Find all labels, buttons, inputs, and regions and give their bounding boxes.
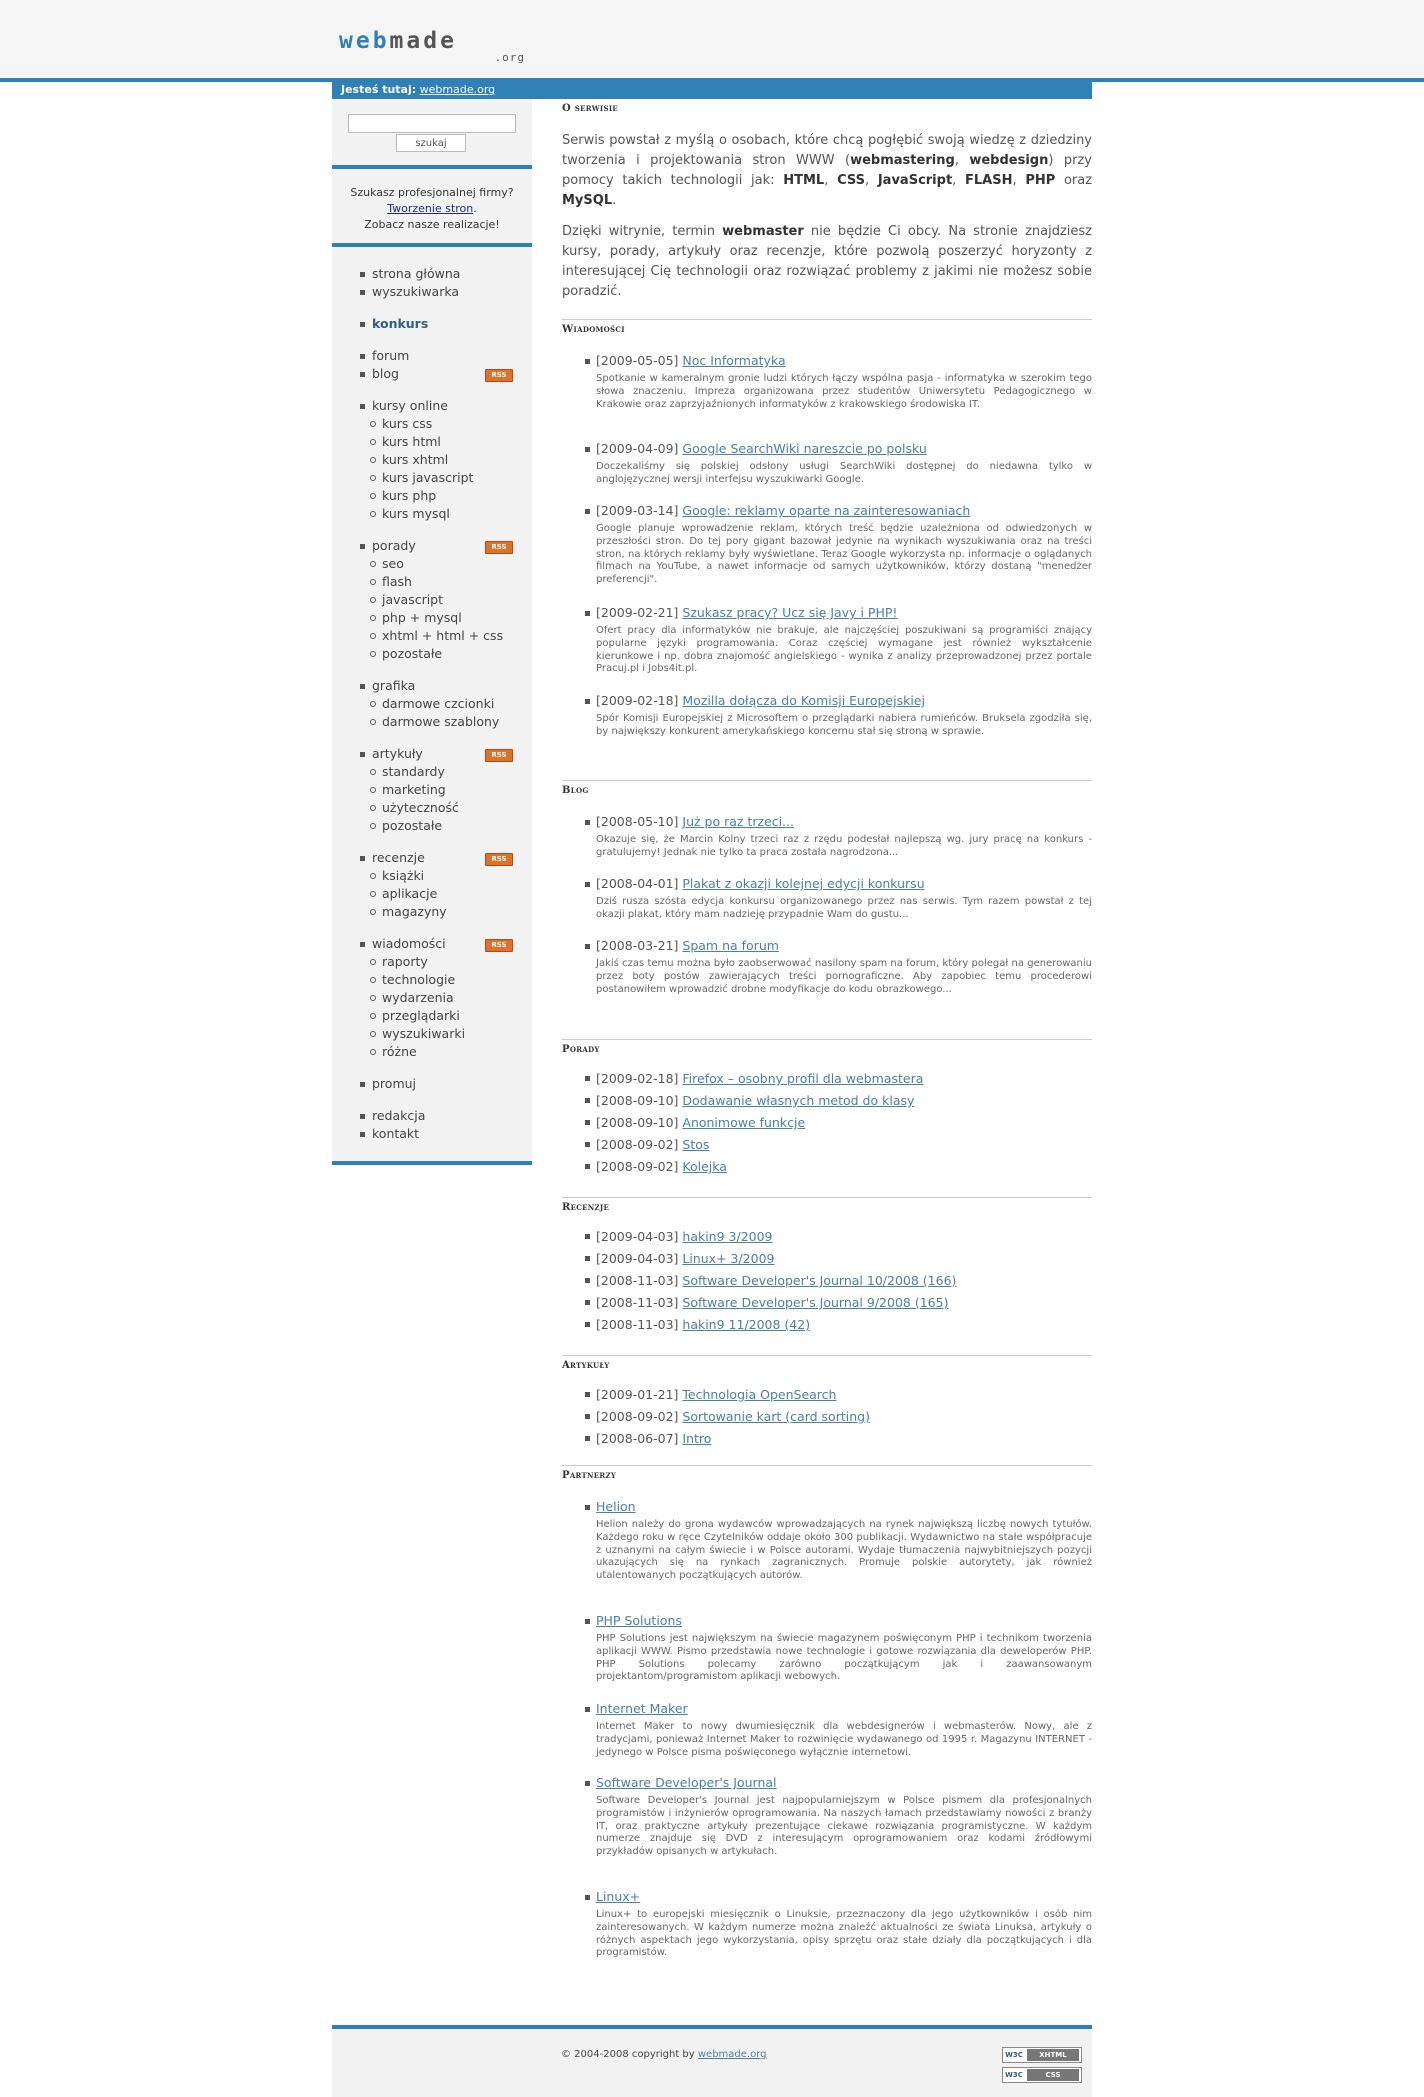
sidebar-item[interactable] [332,1075,532,1093]
item-date: [2009-02-21] [596,605,679,620]
sidebar-item-label: redakcja [372,1108,426,1123]
reviews-item [596,1270,1092,1292]
sidebar-item[interactable] [332,397,532,415]
partners-item [596,1613,1092,1684]
articles-item [596,1406,1092,1428]
nav-group [332,347,532,383]
promo-box: Szukasz profesjonalnej firmy? Tworzenie stron. Zobacz nasze realizacje! [332,185,532,233]
about-paragraph-2 [562,222,1092,302]
site-logo[interactable] [339,28,529,64]
tips-list [596,1068,1092,1178]
reviews-section [562,1202,1092,1213]
copyright [561,2049,767,2060]
badge-left: W3C [1003,2048,1025,2062]
list-item-heading [596,1889,1092,1905]
sidebar-item[interactable] [332,1125,532,1143]
news-item [596,693,1092,739]
reviews-list [596,1226,1092,1336]
text: ) przy pomocy takich technologii jak: [562,153,1092,188]
logo-text-org: .org [494,51,525,64]
footer [332,2025,1092,2097]
item-link[interactable]: Linux+ [596,1889,641,1904]
item-date: [2008-09-10] [596,1115,679,1130]
keyword: FLASH [965,173,1013,188]
tips-item [596,1112,1092,1134]
section-title-reviews: Recenzje [562,1202,610,1213]
item-date: [2008-09-02] [596,1159,679,1174]
news-item [596,441,1092,487]
blog-item [596,938,1092,996]
sidebar-item[interactable] [332,315,532,333]
item-link[interactable]: Kolejka [682,1159,727,1174]
sidebar-subitem[interactable]: marketing [332,781,532,799]
item-date: [2009-03-14] [596,503,679,518]
breadcrumb [332,80,1092,99]
sidebar-subitem[interactable]: xhtml + html + css [332,627,532,645]
item-link[interactable]: hakin9 3/2009 [682,1229,773,1244]
copyright-link[interactable]: webmade.org [697,2049,767,2060]
sidebar-item-label: porady [372,538,416,553]
list-item-heading [596,353,1092,369]
reviews-item [596,1314,1092,1336]
copyright-text: © 2004-2008 copyright by [561,2049,698,2060]
item-link[interactable]: Firefox – osobny profil dla webmastera [682,1071,924,1086]
item-date: [2008-09-02] [596,1409,679,1424]
logo-text-made: made [389,28,457,54]
item-link[interactable]: Anonimowe funkcje [682,1115,806,1130]
sidebar-subitem[interactable]: aplikacje [332,885,532,903]
tips-section [562,1044,1092,1055]
list-item-heading [596,1613,1092,1629]
search-input[interactable] [348,114,516,133]
sidebar [332,99,532,1165]
item-link[interactable]: Google SearchWiki nareszcie po polsku [682,441,927,456]
nav-group [332,315,532,333]
keyword: webmastering [850,153,955,168]
keyword: CSS [837,173,865,188]
sidebar-subitem[interactable]: flash [332,573,532,591]
reviews-item [596,1226,1092,1248]
sidebar-subitem[interactable]: różne [332,1043,532,1061]
sidebar-item-label: grafika [372,678,416,693]
list-item-heading [596,1775,1092,1791]
blog-section [562,785,1092,796]
sidebar-item-label: konkurs [372,316,429,331]
item-description: Spotkanie w kameralnym gronie ludzi których łączy wspólna pasja - informatyka w szerokim tego słowa znaczeniu. Impreza organizowana przez studentów Uniwersytetu Pedagogicznego w Krakowie oraz zaprzyjaźnionych informatyków z krakowskiego środowiska IT. [596,373,1092,410]
section-divider [562,780,1092,781]
item-description: Google planuje wprowadzenie reklam, których treść będzie uzależniona od odwiedzonych w przeszłości stron. Do tej pory gigant bazował jedynie na wynikach wyszukiwania oraz na treści stron, na których reklamy były wyświetlane. Teraz Google wykorzysta np. informacje o oglądanych filmach na YouTube, a nawet informacje od samych użytkowników, którzy dostaną "menedżer preferencji". [596,523,1092,586]
sidebar-subitem[interactable]: standardy [332,763,532,781]
item-date: [2009-02-18] [596,1071,679,1086]
sidebar-subitem[interactable]: kurs mysql [332,505,532,523]
item-description: Okazuje się, że Marcin Kolny trzeci raz z rzędu podesłał najlepszą wg. jury pracę na konkurs - gratulujemy! Jednak nie tylko ta praca została nagrodzona... [596,834,1092,858]
badge-left: W3C [1003,2068,1025,2082]
item-date: [2009-05-05] [596,353,679,368]
sidebar-subitem[interactable]: kurs css [332,415,532,433]
sidebar-item-label: wyszukiwarka [372,284,460,299]
item-date: [2008-11-03] [596,1273,679,1288]
nav-group [332,677,532,731]
tips-item [596,1090,1092,1112]
item-date: [2008-05-10] [596,814,679,829]
sidebar-subitem[interactable]: wyszukiwarki [332,1025,532,1043]
about-text [562,131,1092,302]
badge-right: CSS [1027,2069,1079,2081]
sidebar-item[interactable] [332,745,532,763]
section-divider [562,1039,1092,1040]
section-divider [562,1197,1092,1198]
sidebar-subitem[interactable]: przeglądarki [332,1007,532,1025]
sidebar-divider [332,243,532,247]
sidebar-subitem[interactable]: książki [332,867,532,885]
sidebar-item-label: strona główna [372,266,461,281]
list-item-heading [596,876,1092,892]
item-description: Ofert pracy dla informatyków nie brakuje, ale najczęściej poszukiwani są programiści znający popularne języki programowania. Coraz częściej wymagane jest również wykształcenie kierunkowe i np. dobra znajomość angielskiego - wynika z analizy przeprowadzonej przez portale Pracuj.pl i Jobs4it.pl. [596,625,1092,675]
sidebar-nav [332,265,532,1157]
item-date: [2008-09-02] [596,1137,679,1152]
sidebar-item-label: wiadomości [372,936,446,951]
sidebar-subitem[interactable]: kurs php [332,487,532,505]
articles-item [596,1428,1092,1450]
tips-item [596,1156,1092,1178]
item-link[interactable]: Helion [596,1499,636,1514]
list-item-heading [596,1701,1092,1717]
sidebar-subitem[interactable]: wydarzenia [332,989,532,1007]
about-paragraph-1: Serwis powstał z myślą o osobach, które chcą pogłębić swoją wiedzę z dziedziny tworzenia i projektowania stron WWW (webmastering, webdesign) przy pomocy takich technologii jak: HTML, CSS, JavaScript, FLASH, PHP oraz MySQL. [562,133,1093,208]
sidebar-subitem[interactable]: seo [332,555,532,573]
text: Dzięki witrynie, termin [562,224,723,239]
item-description: Software Developer's Journal jest najpopularniejszym w Polsce pismem dla profesjonalnych programistów i inżynierów oprogramowania. Na naszych łamach przedstawiamy nowości z branży IT, oraz praktyczne artykuły prezentujące ciekawe rozwiązania programistyczne. W każdym numerze znajduje się DVD z interesującym oprogramowaniem oraz kodami źródłowymi przykładów opisanych w artykułach. [596,1795,1092,1858]
tips-item [596,1068,1092,1090]
sidebar-divider [332,1161,532,1165]
rss-icon[interactable]: RSS [485,369,513,382]
list-item-heading [596,605,1092,621]
keyword: PHP [1025,173,1056,188]
list-item-heading [596,814,1092,830]
nav-group [332,745,532,835]
nav-group [332,849,532,921]
partners-item [596,1889,1092,1960]
section-title-tips: Porady [562,1044,600,1055]
item-link[interactable]: Technologia OpenSearch [682,1387,837,1402]
partners-section [562,1470,1092,1481]
articles-item [596,1384,1092,1406]
reviews-item [596,1248,1092,1270]
list-item-heading [596,503,1092,519]
item-date: [2008-09-10] [596,1093,679,1108]
list-item-heading [596,441,1092,457]
sidebar-subitem[interactable]: kurs html [332,433,532,451]
w3c-css-badge[interactable] [1002,2067,1082,2083]
item-description: Jakiś czas temu można było zaobserwować nasilony spam na forum, który polegał na generowaniu przez boty postów zawierających treści pornograficzne. Aby zapobiec temu procederowi postanowiłem wprowadzić drobne modyfikacje do kodu obrazkowego... [596,958,1092,995]
item-date: [2008-06-07] [596,1431,679,1446]
item-date: [2009-02-18] [596,693,679,708]
item-date: [2008-03-21] [596,938,679,953]
text: Serwis powstał z myślą o osobach, które chcą pogłębić swoją wiedzę z dziedziny tworzenia i projektowania stron WWW ( [562,133,1092,168]
promo-text: Szukasz profesjonalnej firmy? [350,186,514,199]
about-section [562,103,1092,114]
sidebar-subitem[interactable]: kurs javascript [332,469,532,487]
item-link[interactable]: Google: reklamy oparte na zainteresowaniach [682,503,971,518]
articles-section [562,1360,1092,1371]
section-divider [562,1355,1092,1356]
item-description: Helion należy do grona wydawców wprowadzających na rynek największą liczbę nowych tytułów. Każdego roku w ręce Czytelników oddaje około 300 publikacji. Wydawnictwo na stałe współpracuje z uznanymi na całym świecie i w Polsce autorami. Wydaje tłumaczenia najwybitniejszych pozycji ukazujących się na rynkach zagranicznych. Promuje polskie autorytety, jak również utalentowanych początkujących autorów. [596,1519,1092,1582]
section-divider [562,319,1092,320]
sidebar-item[interactable] [332,265,532,283]
blog-item [596,814,1092,860]
item-link[interactable]: Intro [682,1431,712,1446]
item-link[interactable]: Szukasz pracy? Ucz się Javy i PHP! [682,605,898,620]
item-link[interactable]: Już po raz trzeci... [682,814,794,829]
item-link[interactable]: Spam na forum [682,938,779,953]
news-item [596,503,1092,587]
item-date: [2009-04-09] [596,441,679,456]
item-description: PHP Solutions jest największym na świecie magazynem poświęconym PHP i technikom tworzenia aplikacji WWW. Pismo przedstawia nowe technologie i gotowe rozwiązania dla deweloperów PHP. PHP Solutions polecamy zarówno początkującym jak i zaawansowanym projektantom/programistom aplikacji webowych. [596,1633,1092,1683]
keyword: webmaster [722,224,804,239]
w3c-xhtml-badge[interactable] [1002,2047,1082,2063]
section-divider [562,1465,1092,1466]
sidebar-subitem[interactable]: pozostałe [332,645,532,663]
sidebar-item[interactable] [332,365,532,383]
promo-link[interactable]: Tworzenie stron [387,202,474,215]
item-link[interactable]: Linux+ 3/2009 [682,1251,775,1266]
keyword: JavaScript [877,173,953,188]
item-link[interactable]: Software Developer's Journal [596,1775,777,1790]
blog-item [596,876,1092,922]
logo-text-web: web [339,28,390,54]
promo-text-2: Zobacz nasze realizacje! [364,218,500,231]
sidebar-subitem[interactable]: raporty [332,953,532,971]
nav-group [332,265,532,301]
sidebar-subitem[interactable]: php + mysql [332,609,532,627]
rss-icon[interactable]: RSS [485,853,513,866]
nav-group [332,1075,532,1093]
item-description: Spór Komisji Europejskiej z Microsoftem o przeglądarki nabiera rumieńców. Bruksela zgodziła się, by największy konkurent amerykańskiego koncernu stał się stroną w sprawie. [596,713,1092,737]
item-link[interactable]: Software Developer's Journal 10/2008 (166) [682,1273,957,1288]
keyword: MySQL [562,193,613,208]
item-link[interactable]: hakin9 11/2008 (42) [682,1317,811,1332]
item-date: [2009-04-03] [596,1229,679,1244]
sidebar-subitem[interactable]: javascript [332,591,532,609]
rss-icon[interactable]: RSS [485,749,513,762]
sidebar-subitem[interactable]: technologie [332,971,532,989]
sidebar-item[interactable] [332,677,532,695]
nav-group [332,537,532,663]
item-date: [2009-01-21] [596,1387,679,1402]
rss-icon[interactable]: RSS [485,541,513,554]
item-link[interactable]: Internet Maker [596,1701,688,1716]
item-description: Internet Maker to nowy dwumiesięcznik dla webdesignerów i webmasterów. Nowy, ale z tradycjami, ponieważ Internet Maker to rozwinięcie wydawanego od 1995 r. Magazynu INTERNET - jedynego w Polsce pisma poświęconego wyłącznie internetowi. [596,1721,1092,1758]
list-item-heading [596,1499,1092,1515]
sidebar-subitem[interactable]: kurs xhtml [332,451,532,469]
sidebar-subitem[interactable]: darmowe czcionki [332,695,532,713]
section-title-news: Wiadomości [562,324,625,335]
news-item [596,353,1092,411]
item-link[interactable]: Noc Informatyka [682,353,786,368]
section-title-blog: Blog [562,785,589,796]
search-button[interactable]: szukaj [396,134,466,152]
keyword: webdesign [969,153,1049,168]
item-date: [2008-11-03] [596,1317,679,1332]
item-description: Dziś rusza szósta edycja konkursu organizowanego przez nas serwis. Tym razem powstał z tej okazji plakat, który mam nadzieję przypadnie Wam do gustu... [596,896,1092,920]
news-item [596,605,1092,676]
sidebar-item-label: blog [372,366,399,381]
item-date: [2009-04-03] [596,1251,679,1266]
sidebar-item-label: artykuły [372,746,423,761]
sidebar-item-label: kursy online [372,398,448,413]
item-link[interactable]: Stos [682,1137,710,1152]
sidebar-subitem[interactable]: użyteczność [332,799,532,817]
sidebar-item-label: forum [372,348,410,363]
header [0,0,1424,82]
sidebar-divider [332,165,532,169]
tips-item [596,1134,1092,1156]
item-description: Linux+ to europejski miesięcznik o Linuksie, przeznaczony dla jego użytkowników i osób nim zainteresowanych. W każdym numerze można znaleźć aktualności ze świata Linuksa, artykuły o różnych aspektach jego wykorzystania, opisy sprzętu oraz stałe działy dla początkujących i dla programistów. [596,1909,1092,1959]
sidebar-item-label: recenzje [372,850,425,865]
breadcrumb-label: Jesteś tutaj: [341,83,417,96]
partners-item [596,1499,1092,1583]
sidebar-item[interactable] [332,935,532,953]
item-link[interactable]: Software Developer's Journal 9/2008 (165) [682,1295,949,1310]
item-description: Doczekaliśmy się polskiej odsłony usługi SearchWiki dostępnej do niedawna tylko w anglojęzycznej wersji interfejsu wyszukiwarki Google. [596,461,1092,485]
articles-list [596,1384,1092,1450]
sidebar-item[interactable] [332,283,532,301]
list-item-heading [596,693,1092,709]
section-title-articles: Artykuły [562,1360,610,1371]
sidebar-item[interactable] [332,347,532,365]
sidebar-subitem[interactable]: magazyny [332,903,532,921]
text: oraz [1055,173,1093,188]
item-link[interactable]: Plakat z okazji kolejnej edycji konkursu [682,876,925,891]
nav-group [332,397,532,523]
text: , [954,153,970,168]
sidebar-subitem[interactable]: darmowe szablony [332,713,532,731]
reviews-item [596,1292,1092,1314]
item-link[interactable]: Sortowanie kart (card sorting) [682,1409,870,1424]
rss-icon[interactable]: RSS [485,939,513,952]
partners-item [596,1701,1092,1759]
item-date: [2008-04-01] [596,876,679,891]
section-title-about: O serwisie [562,103,619,114]
news-section [562,324,1092,335]
breadcrumb-link-home[interactable]: webmade.org [419,83,496,96]
keyword: HTML [783,173,825,188]
section-title-partners: Partnerzy [562,1470,617,1481]
sidebar-item[interactable] [332,1107,532,1125]
badge-right: XHTML [1027,2049,1079,2061]
item-date: [2008-11-03] [596,1295,679,1310]
nav-group [332,1107,532,1143]
sidebar-item[interactable] [332,849,532,867]
sidebar-item[interactable] [332,537,532,555]
partners-item [596,1775,1092,1859]
nav-group [332,935,532,1061]
text: nie będzie Ci obcy. Na stronie znajdziesz kursy, porady, artykuły oraz recenzje, które pozwolą poszerzyć horyzonty z interesującej Cię technologii oraz rozwiązać problemy z jakimi nie możesz sobie poradzić. [562,224,1092,299]
item-link[interactable]: PHP Solutions [596,1613,682,1628]
sidebar-subitem[interactable]: pozostałe [332,817,532,835]
sidebar-item-label: promuj [372,1076,417,1091]
item-link[interactable]: Mozilla dołącza do Komisji Europejskiej [682,693,925,708]
sidebar-item-label: kontakt [372,1126,420,1141]
list-item-heading [596,938,1092,954]
item-link[interactable]: Dodawanie własnych metod do klasy [682,1093,915,1108]
